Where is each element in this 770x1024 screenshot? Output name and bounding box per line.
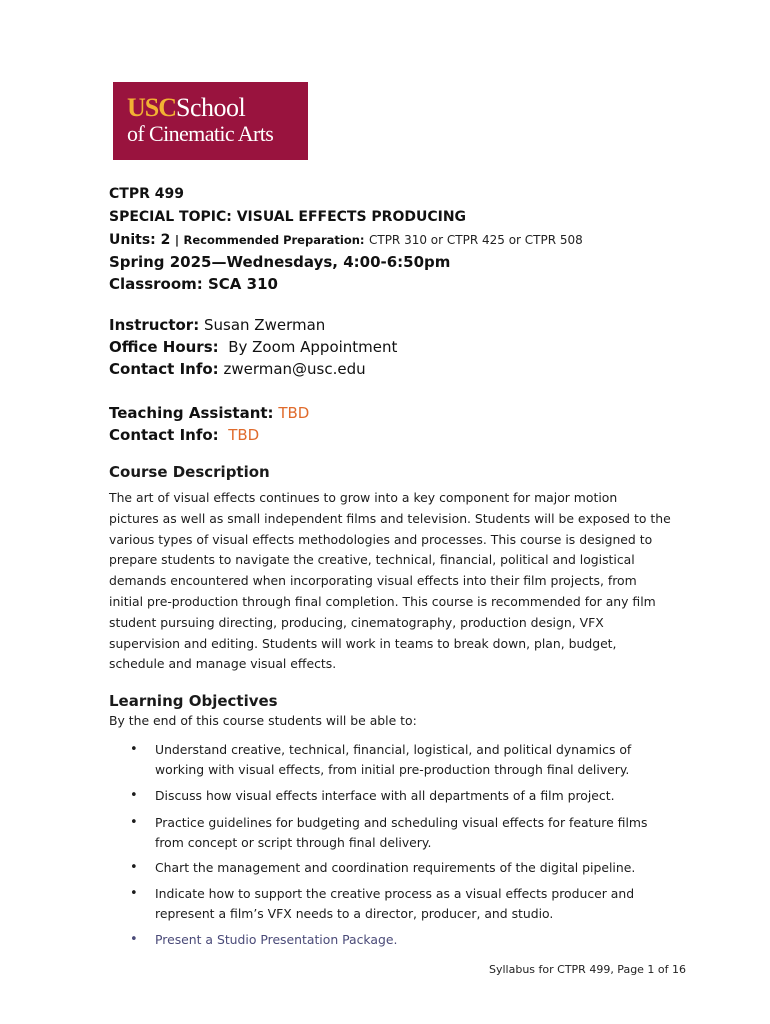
instructor-line <box>109 314 729 336</box>
description-line: supervision and editing. Students will work in teams to break down, plan, budget, <box>109 635 617 651</box>
ta-info <box>109 402 729 446</box>
classroom: Classroom: SCA 310 <box>109 275 278 293</box>
instructor-name: Susan Zwerman <box>203 316 326 334</box>
logo-line-2: of Cinematic Arts <box>127 121 274 146</box>
objective-text: represent a film’s VFX needs to a director, producer, and studio. <box>155 906 554 921</box>
description-line: initial pre-production through final completion. This course is recommended for any film <box>109 593 656 609</box>
usc-logo <box>113 82 308 160</box>
objective-text: Present a Studio Presentation Package. <box>155 932 398 947</box>
objective-text: Practice guidelines for budgeting and scheduling visual effects for feature films <box>155 815 648 830</box>
ta-contact-line <box>109 424 729 446</box>
units-label: Units: 2 <box>109 232 171 248</box>
ta-line <box>109 402 729 424</box>
course-title: SPECIAL TOPIC: VISUAL EFFECTS PRODUCING <box>109 209 467 225</box>
prep-value: CTPR 310 or CTPR 425 or CTPR 508 <box>368 233 583 247</box>
objectives-intro: By the end of this course students will be able to: <box>109 713 417 728</box>
objective-text: Discuss how visual effects interface with all departments of a film project. <box>155 788 615 803</box>
units-line <box>109 229 729 251</box>
course-code: CTPR 499 <box>109 186 184 202</box>
learning-objectives-heading: Learning Objectives <box>109 692 278 710</box>
contact-email: zwerman@usc.edu <box>223 360 366 378</box>
office-hours-value: By Zoom Appointment <box>228 338 398 356</box>
description-line: student pursuing directing, producing, cinematography, production design, VFX <box>109 614 604 630</box>
logo-school: School <box>176 93 246 122</box>
office-hours-label: Office Hours: <box>109 338 219 356</box>
office-hours-line <box>109 336 729 358</box>
bullet-icon: • <box>130 860 138 875</box>
bullet-icon: • <box>130 886 138 901</box>
separator: | <box>174 233 180 247</box>
objective-text: from concept or script through final delivery. <box>155 835 432 850</box>
objective-text: Indicate how to support the creative process as a visual effects producer and <box>155 886 635 901</box>
page-footer: Syllabus for CTPR 499, Page 1 of 16 <box>489 963 687 976</box>
ta-contact-value: TBD <box>228 426 260 444</box>
ta-label: Teaching Assistant: <box>109 404 274 422</box>
objective-text: Understand creative, technical, financial, logistical, and political dynamics of <box>155 742 632 757</box>
instructor-info <box>109 314 729 380</box>
description-line: schedule and manage visual effects. <box>109 656 337 672</box>
objective-text: Chart the management and coordination requirements of the digital pipeline. <box>155 860 636 875</box>
contact-label: Contact Info: <box>109 360 219 378</box>
course-header <box>109 183 729 295</box>
bullet-icon: • <box>130 932 138 947</box>
bullet-icon: • <box>130 788 138 803</box>
description-line: prepare students to navigate the creative, technical, financial, political and logistical <box>109 552 635 568</box>
prep-label: Recommended Preparation: <box>183 233 365 247</box>
description-line: demands encountered when incorporating visual effects into their film projects, from <box>109 573 637 589</box>
description-line: various types of visual effects methodologies and processes. This course is designed to <box>109 531 653 547</box>
description-line: pictures as well as small independent films and television. Students will be exposed to the <box>109 510 671 526</box>
ta-contact-label: Contact Info: <box>109 426 219 444</box>
contact-line <box>109 358 729 380</box>
instructor-label: Instructor: <box>109 316 200 334</box>
course-description-heading: Course Description <box>109 463 270 481</box>
bullet-icon: • <box>130 742 138 757</box>
objective-text: working with visual effects, from initial pre-production through final delivery. <box>155 762 630 777</box>
term-schedule: Spring 2025—Wednesdays, 4:00-6:50pm <box>109 253 451 271</box>
logo-line-1 <box>127 93 245 123</box>
course-description-text <box>109 488 679 675</box>
ta-value: TBD <box>278 404 310 422</box>
logo-usc: USC <box>127 93 177 122</box>
description-line: The art of visual effects continues to grow into a key component for major motion <box>109 490 618 505</box>
bullet-icon: • <box>130 815 138 830</box>
